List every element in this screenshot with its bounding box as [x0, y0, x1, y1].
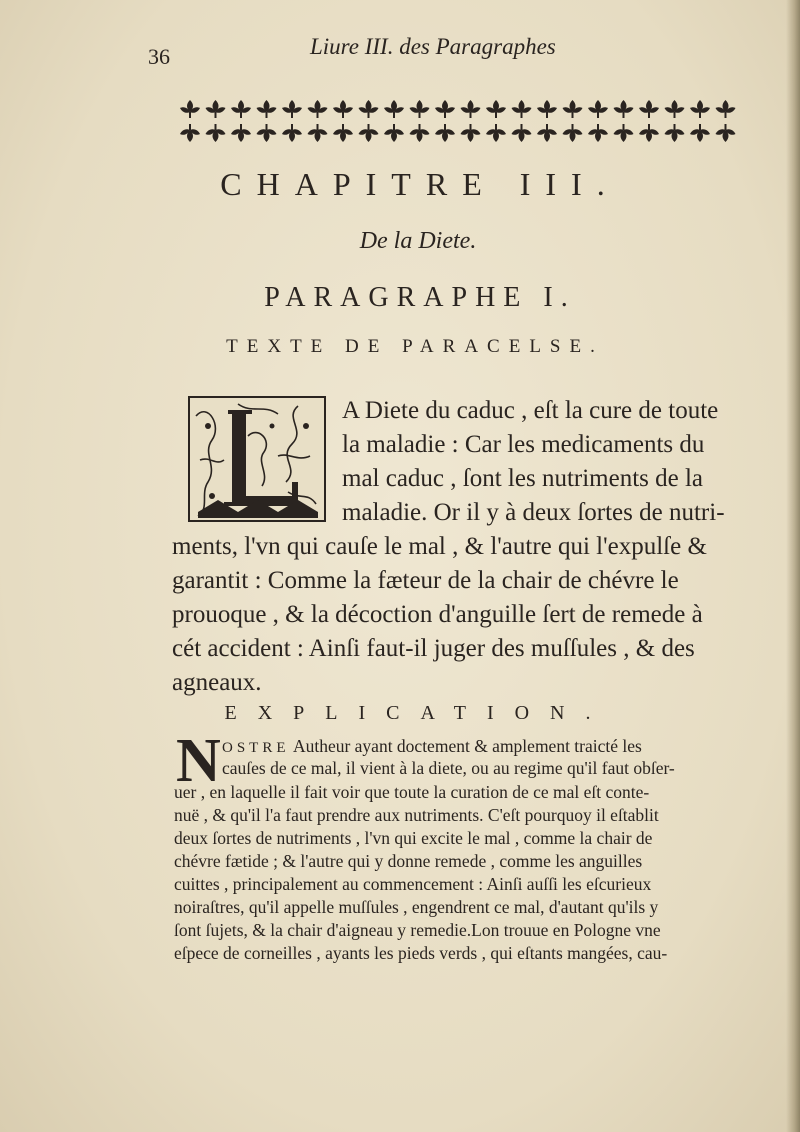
- explication-line: eſpece de corneilles , ayants les pieds verds , qui eſtants mangées, cau-: [174, 943, 668, 963]
- decorated-initial-L-icon: [188, 396, 326, 522]
- text-line: agneaux.: [172, 669, 262, 696]
- text-line: cét accident : Ainſi faut-il juger des muſſules , & des: [172, 635, 695, 662]
- drop-letter-N: N: [176, 727, 221, 795]
- text-heading: TEXTE DE PARACELSE.: [226, 336, 604, 357]
- explication-line: ſont ſujets, & la chair d'aigneau y remedie.Lon trouue en Pologne vne: [174, 920, 661, 940]
- page-number: 36: [148, 44, 170, 69]
- text-line: la maladie : Car les medicaments du: [342, 431, 705, 458]
- text-line: mal caduc , ſont les nutriments de la: [342, 465, 704, 492]
- text-line: A Diete du caduc , eſt la cure de toute: [342, 397, 719, 424]
- explication-heading: EXPLICATION.: [224, 702, 612, 724]
- chapter-heading: CHAPITRE III.: [220, 166, 620, 202]
- text-line: ments, l'vn qui cauſe le mal , & l'autre qui l'expulſe &: [172, 533, 707, 560]
- explication-line-text: Autheur ayant doctement & amplement traicté les: [292, 736, 642, 756]
- explication-line: noiraſtres, qu'il appelle muſſules , engendrent ce mal, d'autant qu'ils y: [174, 897, 659, 917]
- explication-line: uer , en laquelle il fait voir que toute la curation de ce mal eſt conte-: [174, 782, 650, 802]
- paragraph-heading: PARAGRAPHE I.: [264, 282, 576, 313]
- fleuron-band-icon: [170, 96, 750, 146]
- explication-line: nuë , & qu'il l'a faut prendre aux nutriments. C'eſt pourquoy il eſtablit: [174, 805, 659, 825]
- explication-line: [222, 738, 642, 756]
- explication-line: deux ſortes de nutriments , l'vn qui excite le mal , comme la chair de: [174, 828, 653, 848]
- text-line: prouoque , & la décoction d'anguille ſert de remede à: [172, 601, 703, 628]
- running-title: Liure III. des Paragraphes: [310, 34, 556, 59]
- explication-line: chévre fætide ; & l'autre qui y donne remede , comme les anguilles: [174, 851, 643, 871]
- explication-line: cuittes , principalement au commencement : Ainſi auſſi les eſcurieux: [174, 874, 652, 894]
- explication-smallcaps: OSTRE: [222, 740, 290, 756]
- explication-line: cauſes de ce mal, il vient à la diete, ou au regime qu'il faut obſer-: [222, 758, 675, 778]
- text-line: maladie. Or il y à deux ſortes de nutri-: [342, 499, 725, 526]
- chapter-subtitle: De la Diete.: [359, 228, 477, 254]
- text-line: garantit : Comme la fæteur de la chair de chévre le: [172, 567, 679, 594]
